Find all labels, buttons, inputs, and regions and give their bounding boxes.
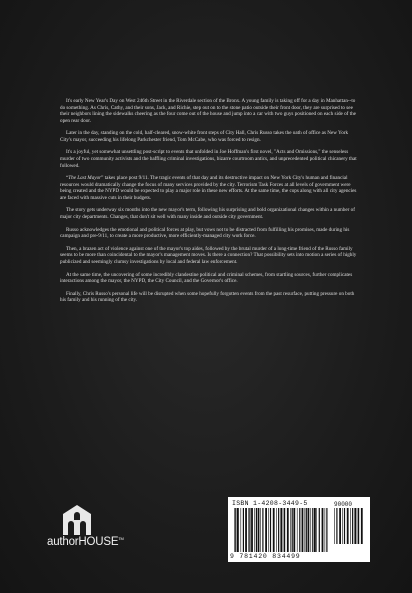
barcode-bar bbox=[299, 508, 300, 552]
barcode-bar bbox=[293, 508, 295, 552]
paragraph-2: Later in the day, standing on the cold, half-cleared, snow-white front steps of City Hall, Chris Russo takes the oath of office as New York City's mayor, succeeding his lifelong Parkchester friend, Tom McCabe, who was forced to resign. bbox=[60, 130, 349, 143]
barcode-bar bbox=[273, 508, 275, 552]
paragraph-6: Russo acknowledges the emotional and political forces at play, but vows not to be distracted from fulfilling his promises, made during his campaign and pre-9/11, to create a more productive, more efficiently-managed city work force. bbox=[60, 226, 350, 240]
barcode-bar bbox=[270, 508, 271, 552]
barcode-bar bbox=[237, 508, 239, 552]
paragraph-3: It's a joyful, yet somewhat unsettling post-script to events that unfolded in Joe Hoffman's first novel, "Acts and Omissions," the senseless murder of two community activists and the baffling criminal investigations, bizarre courtroom antics, and unprecedented political chicanery that followed. bbox=[60, 149, 357, 169]
barcode-bar bbox=[287, 508, 289, 552]
barcode-bar bbox=[241, 508, 242, 552]
paragraph-8: At the same time, the uncovering of some incredibly clandestine political and criminal schemes, from startling sources, further complicates interactions among the mayor, the NYPD, the City Council, and the Governor's office. bbox=[60, 271, 353, 285]
ean-bars bbox=[234, 508, 330, 552]
barcode-bar bbox=[352, 508, 353, 544]
barcode-bar bbox=[306, 508, 307, 552]
ean-number: 9 781420 834499 bbox=[230, 553, 301, 560]
barcode-bar bbox=[354, 508, 356, 544]
barcode-bar bbox=[319, 508, 320, 552]
paragraph-5: The story gets underway six months into the new mayor's term, following his surprising and bold organizational changes within a number of major city departments. Changes, that don't sit well with many inside and outside city government. bbox=[60, 207, 355, 221]
barcode-bar bbox=[342, 508, 343, 544]
barcode-bar bbox=[283, 508, 284, 552]
barcode-bar bbox=[314, 508, 316, 552]
barcode-bar bbox=[344, 508, 345, 544]
paragraph-4-text: takes place post 9/11. The tragic events of that day and its destructive impact on New York City's human and financial resources would dramatically change the focus of many services provided by the city. Terrorism Task Forces at all levels of government were being created and the NYPD would be expected to play a major role in these new efforts. At the same time, the cops along with all city agencies are faced with massive cuts in their budgets. bbox=[60, 175, 357, 201]
barcode-bar bbox=[297, 508, 298, 552]
barcode-bar bbox=[265, 508, 267, 552]
barcode-bar bbox=[268, 508, 269, 552]
addon-bars bbox=[334, 508, 364, 544]
barcode-bar bbox=[235, 508, 236, 552]
addon-number: 90000 bbox=[334, 501, 353, 508]
publisher-logo bbox=[44, 502, 144, 562]
barcode-bar bbox=[249, 508, 250, 552]
isbn-text: ISBN 1-4208-3449-5 bbox=[232, 500, 308, 507]
barcode-bar bbox=[305, 508, 306, 552]
barcode-bar bbox=[234, 508, 235, 552]
barcode-bar bbox=[290, 508, 291, 552]
isbn-barcode bbox=[228, 497, 370, 562]
barcode-bar bbox=[361, 508, 363, 544]
paragraph-9: Finally, Chris Russo's personal life will be disrupted when some hopefully forgotten events from the past resurface, putting pressure on both his family and his running of the city. bbox=[60, 290, 355, 304]
barcode-bar bbox=[357, 508, 358, 544]
barcode-bar bbox=[243, 508, 244, 552]
barcode-bar bbox=[292, 508, 293, 552]
barcode-bar bbox=[284, 508, 285, 552]
barcode-bar bbox=[339, 508, 341, 544]
barcode-bar bbox=[310, 508, 311, 552]
barcode-bar bbox=[260, 508, 261, 552]
barcode-bar bbox=[347, 508, 349, 544]
house-arches-icon bbox=[60, 502, 94, 536]
barcode-bar bbox=[280, 508, 282, 552]
barcode-bar bbox=[248, 508, 249, 552]
barcode-bar bbox=[262, 508, 263, 552]
barcode-bar bbox=[322, 508, 324, 552]
barcode-bar bbox=[336, 508, 337, 544]
barcode-bar bbox=[245, 508, 247, 552]
barcode-bar bbox=[276, 508, 277, 552]
barcode-bar bbox=[302, 508, 304, 552]
paragraph-7: Then, a brazen act of violence against one of the mayor's top aides, followed by the brutal murder of a long-time friend of the Russo family seems to be more than coincidental to the mayor's management moves. Is there a connection? That possibility sets into motion a series of highly publicized and seemingly clumsy investigations by local and federal law enforcement. bbox=[60, 245, 357, 265]
barcode-bar bbox=[334, 508, 335, 544]
barcode-bar bbox=[254, 508, 255, 552]
barcode-bar bbox=[326, 508, 327, 552]
barcode-bar bbox=[325, 508, 326, 552]
paragraph-1: It's early New Year's Day on West 246th Street in the Riverdale section of the Bronx. A young family is taking off for a day in Manhattan--to do something. As Chris, Cathy, and their sons, Jack, and Richie, step out on to the stone patio outside their front door, they are surprised to see their neighbors lining the sidewalks cheering as the four come out of the house and jump into a car with two guys positioned on each side of the open rear door. bbox=[60, 98, 356, 124]
barcode-bar bbox=[258, 508, 260, 552]
barcode-bar bbox=[308, 508, 310, 552]
barcode-bar bbox=[358, 508, 359, 544]
barcode-bar bbox=[316, 508, 317, 552]
paragraph-4: “The Last Mayor” takes place post 9/11. The tragic events of that day and its destructive impact on New York City's human and financial resources would dramatically change the focus of many services provided by the city. Terrorism Task Forces at all levels of government were being created and the NYPD would be expected to play a major role in these new efforts. At the same time, the cops along with all city agencies are faced with massive cuts in their budgets. bbox=[60, 175, 357, 201]
barcode-bar bbox=[251, 508, 253, 552]
publisher-name: authorHOUSE™ bbox=[47, 536, 124, 548]
barcode-bar bbox=[256, 508, 257, 552]
barcode-bar bbox=[312, 508, 313, 552]
barcode-bar bbox=[278, 508, 279, 552]
book-title: The Last Mayor bbox=[68, 175, 102, 182]
blurb bbox=[60, 98, 360, 310]
barcode-bar bbox=[350, 508, 351, 544]
